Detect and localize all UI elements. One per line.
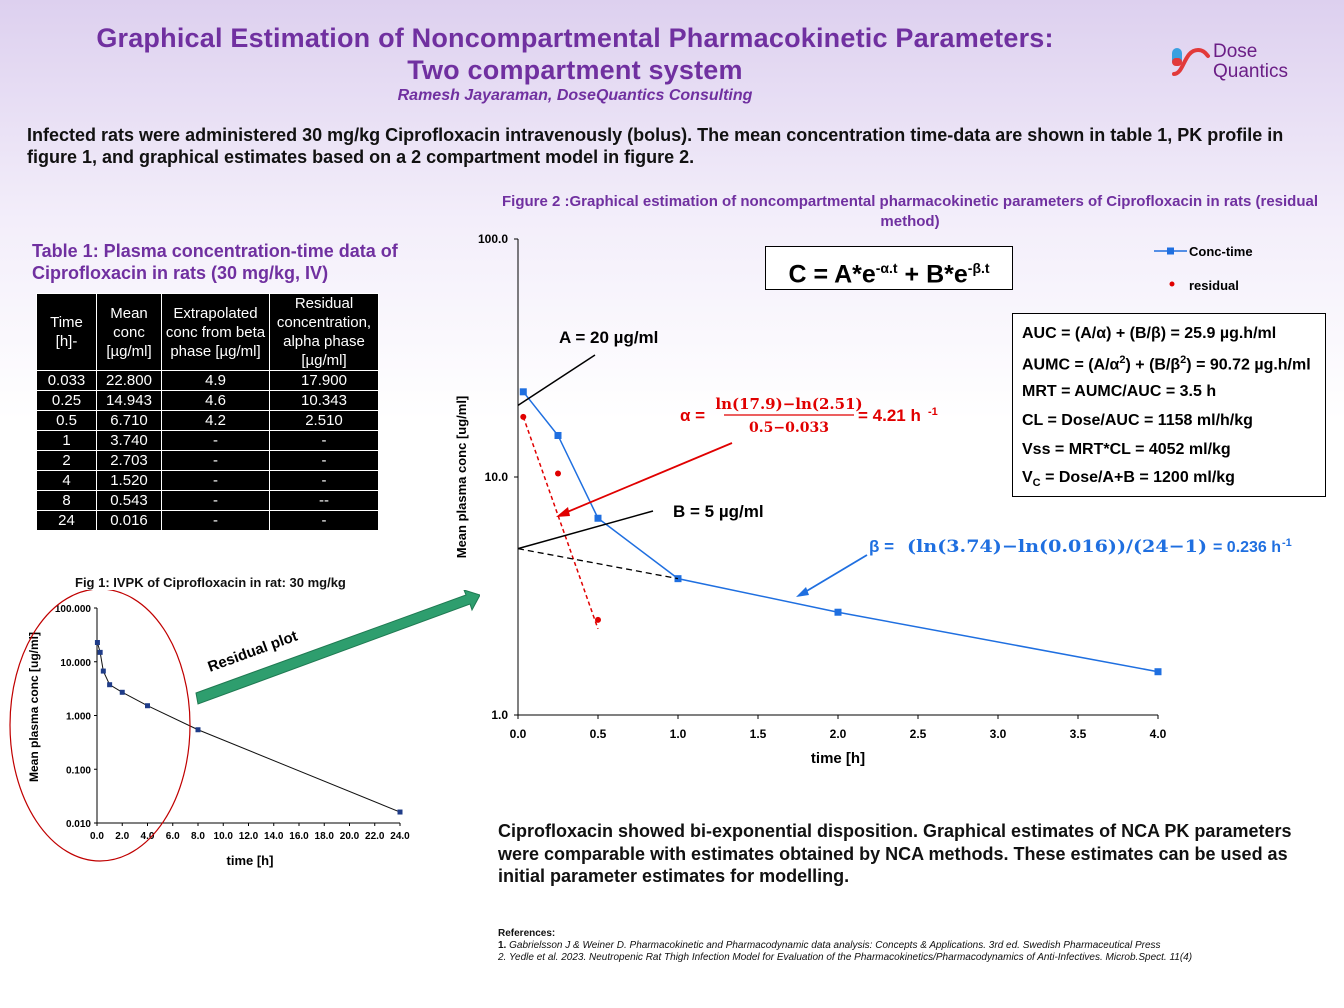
aumc-sq-1: 2 <box>1119 354 1126 366</box>
fig1-y-tick-label: 100.000 <box>54 604 91 615</box>
intro-text: Infected rats were administered 30 mg/kg Ciprofloxacin intravenously (bolus). The mean concentration time-data are shown in table 1, PK profile in figure 1, and graphical estimates based on a 2 compartment model in figure 2. <box>27 125 1284 167</box>
fig1-data-point <box>98 650 103 655</box>
parameters-box <box>1012 313 1326 497</box>
table-row <box>37 451 379 471</box>
fig2-a-pointer-line <box>518 355 595 405</box>
fig1-y-axis-label: Mean plasma conc [ug/ml] <box>27 631 41 783</box>
table-cell: 1 <box>37 431 97 451</box>
table-row <box>37 511 379 531</box>
table-cell: 17.900 <box>270 371 379 391</box>
table-cell: - <box>162 451 270 471</box>
title-line-2: Two compartment system <box>407 55 743 85</box>
table-cell: 6.710 <box>97 411 162 431</box>
fig2-x-tick-label: 3.0 <box>989 727 1007 741</box>
param-auc: AUC = (A/α) + (B/β) = 25.9 µg.h/ml <box>1022 325 1277 342</box>
table-cell: 0.033 <box>37 371 97 391</box>
reference-1 <box>498 940 1338 952</box>
eq-c: C = A*e <box>788 260 876 289</box>
fig1-x-axis-label: time [h] <box>226 853 274 868</box>
table-row <box>37 411 379 431</box>
model-equation <box>765 246 1013 290</box>
logo-dose: Dose <box>1213 41 1258 62</box>
table-cell: - <box>270 431 379 451</box>
author-line: Ramesh Jayaraman, DoseQuantics Consulting <box>397 87 753 104</box>
aumc-part-a: AUMC = (A/α <box>1022 356 1120 374</box>
table-cell: - <box>162 471 270 491</box>
fig2-x-tick-label: 1.0 <box>669 727 687 741</box>
beta-result: = 0.236 h <box>1213 539 1282 556</box>
table-cell: - <box>162 431 270 451</box>
table-cell: -- <box>270 491 379 511</box>
logo-text <box>1213 42 1288 82</box>
title-line-1: Graphical Estimation of Noncompartmental Pharmacokinetic Parameters: <box>96 23 1054 53</box>
table-cell: - <box>162 511 270 531</box>
beta-expression: (ln(3.74)−ln(0.016))/(24−1) <box>907 537 1207 557</box>
table-cell: - <box>270 451 379 471</box>
col-header-extrapolated: Extrapolated conc from beta phase [µg/ml] <box>162 294 270 371</box>
fig1-data-point <box>196 727 201 732</box>
fig1-series-line <box>97 643 400 813</box>
alpha-result: = 4.21 h <box>858 406 921 425</box>
table-cell: 1.520 <box>97 471 162 491</box>
page-title <box>0 22 1150 86</box>
fig1-data-point <box>101 669 106 674</box>
col-header-mean-conc: Mean conc [µg/ml] <box>97 294 162 371</box>
fig1-x-tick-label: 20.0 <box>339 831 360 842</box>
fig2-x-tick-label: 3.5 <box>1069 727 1087 741</box>
fig2-x-axis-label: time [h] <box>810 750 866 767</box>
fig2-x-tick-label: 2.5 <box>909 727 927 741</box>
fig1-y-tick-label: 10.000 <box>60 657 91 669</box>
fig1-x-tick-label: 12.0 <box>238 831 259 842</box>
conclusion-text: Ciprofloxacin showed bi-exponential disposition. Graphical estimates of NCA PK parameters were comparable with estimates obtained by NCA methods. These estimates can be used as initial parameter estimates for modelling. <box>498 821 1292 886</box>
fig1-x-tick-label: 4.0 <box>140 831 155 842</box>
vc-part-a: V <box>1022 469 1033 486</box>
fig1-title: Fig 1: IVPK of Ciprofloxacin in rat: 30 mg/kg <box>75 575 346 590</box>
fig2-conc-time-point <box>555 432 562 439</box>
fig2-x-tick-label: 0.0 <box>509 727 527 741</box>
table-cell: 0.016 <box>97 511 162 531</box>
table1-title: Table 1: Plasma concentration-time data of Ciprofloxacin in rats (30 mg/kg, IV) <box>32 241 398 283</box>
fig1-x-tick-label: 18.0 <box>314 831 334 842</box>
fig1-data-point <box>398 810 403 815</box>
table-cell: 2 <box>37 451 97 471</box>
fig2-beta-dashed-line <box>518 549 678 579</box>
fig2-beta-pointer-line <box>800 555 867 595</box>
references <box>498 928 1338 964</box>
fig2-y-axis-label: Mean plasma conc [ug/ml] <box>454 395 469 559</box>
fig2-conc-time-point <box>1155 668 1162 675</box>
alpha-numerator: ln(17.9)−ln(2.51) <box>715 395 863 413</box>
legend-conc-time-marker <box>1167 248 1174 255</box>
col-header-residual: Residual concentration, alpha phase [µg/ml] <box>270 294 379 371</box>
param-cl: CL = Dose/AUC = 1158 ml/h/kg <box>1022 412 1253 429</box>
fig2-conc-time-point <box>595 515 602 522</box>
table-row <box>37 371 379 391</box>
param-vc <box>1022 469 1235 489</box>
references-heading: References: <box>498 928 556 939</box>
fig1-data-point <box>95 640 100 645</box>
table-cell: 4 <box>37 471 97 491</box>
dosequantics-logo-icon <box>1168 44 1212 80</box>
table-row <box>37 471 379 491</box>
logo-quantics: Quantics <box>1213 61 1288 82</box>
fig2-y-tick-label: 100.0 <box>477 232 508 246</box>
beta-unit-exp: -1 <box>1282 537 1292 549</box>
fig2-chart <box>440 225 1344 785</box>
aumc-part-b: ) + (B/β <box>1125 356 1181 374</box>
table-cell: 24 <box>37 511 97 531</box>
table-cell: 2.510 <box>270 411 379 431</box>
fig1-x-tick-label: 0.0 <box>90 831 104 842</box>
eq-beta-exp: -β.t <box>967 260 990 276</box>
legend-residual-marker <box>1170 282 1175 287</box>
fig2-x-tick-label: 0.5 <box>589 727 607 741</box>
fig1-y-tick-label: 0.100 <box>65 765 91 777</box>
table-body <box>37 371 379 531</box>
table-cell: 2.703 <box>97 451 162 471</box>
beta-prefix: β = <box>869 537 895 556</box>
ref1-number: 1. <box>498 940 507 951</box>
vc-sub: C <box>1032 477 1041 490</box>
concentration-table <box>36 293 379 531</box>
fig2-alpha-dashed-line <box>523 417 598 629</box>
aumc-sq-2: 2 <box>1180 354 1187 366</box>
fig1-chart <box>0 590 480 880</box>
fig2-x-tick-label: 2.0 <box>829 727 847 741</box>
table-row <box>37 491 379 511</box>
fig1-x-tick-label: 24.0 <box>390 831 410 842</box>
fig1-x-tick-label: 22.0 <box>365 831 385 842</box>
beta-arrowhead-icon <box>796 587 809 597</box>
table-cell: 3.740 <box>97 431 162 451</box>
table-cell: 10.343 <box>270 391 379 411</box>
fig1-x-tick-label: 10.0 <box>213 831 233 842</box>
vc-part-b: = Dose/A+B = 1200 ml/kg <box>1040 469 1235 486</box>
b-intercept-label: B = 5 µg/ml <box>673 502 764 521</box>
fig2-y-tick-label: 1.0 <box>491 708 508 722</box>
fig1-x-tick-label: 14.0 <box>264 831 284 842</box>
fig1-y-tick-label: 0.010 <box>65 819 91 830</box>
legend-residual-label: residual <box>1189 278 1239 293</box>
table-cell: 4.9 <box>162 371 270 391</box>
fig1-data-point <box>107 682 112 687</box>
param-aumc <box>1022 354 1311 374</box>
residual-plot-label: Residual plot <box>205 627 300 676</box>
fig2-x-tick-label: 1.5 <box>749 727 767 741</box>
fig2-x-tick-label: 4.0 <box>1149 727 1167 741</box>
param-vss: Vss = MRT*CL = 4052 ml/kg <box>1022 441 1231 458</box>
alpha-arrowhead-icon <box>556 507 570 517</box>
eq-plus: + B*e <box>897 260 968 289</box>
table-cell: 14.943 <box>97 391 162 411</box>
a-intercept-label: A = 20 µg/ml <box>559 328 659 347</box>
table-cell: - <box>270 471 379 491</box>
reference-2: 2. Yedle et al. 2023. Neutropenic Rat Thigh Infection Model for Evaluation of the Pharmacokinetics/Pharmacodynamics of Anti-Infectives. Microb.Spect. 11(4) <box>498 952 1193 963</box>
fig1-x-tick-label: 16.0 <box>289 831 309 842</box>
fig1-data-point <box>120 690 125 695</box>
table-cell: 8 <box>37 491 97 511</box>
table-cell: 4.2 <box>162 411 270 431</box>
table-header-row <box>37 294 379 371</box>
fig2-residual-point <box>555 471 561 477</box>
fig1-data-point <box>145 703 150 708</box>
table-cell: 22.800 <box>97 371 162 391</box>
table-cell: 4.6 <box>162 391 270 411</box>
fig2-conc-time-point <box>835 609 842 616</box>
table-cell: 0.543 <box>97 491 162 511</box>
fig2-y-tick-label: 10.0 <box>484 470 508 484</box>
table-cell: 0.25 <box>37 391 97 411</box>
alpha-unit-exp: -1 <box>928 406 938 418</box>
table-row <box>37 391 379 411</box>
param-mrt: MRT = AUMC/AUC = 3.5 h <box>1022 383 1217 400</box>
alpha-denominator: 0.5−0.033 <box>749 420 829 436</box>
table-row <box>37 431 379 451</box>
alpha-prefix: α = <box>680 406 706 425</box>
fig1-y-tick-label: 1.000 <box>65 711 91 723</box>
eq-alpha-exp: -α.t <box>875 260 898 276</box>
col-header-time: Time [h]- <box>37 294 97 371</box>
fig2-b-pointer-line <box>518 511 653 549</box>
aumc-part-c: ) = 90.72 µg.h/ml <box>1186 356 1311 374</box>
fig2-conc-time-point <box>520 388 527 395</box>
table-cell: - <box>270 511 379 531</box>
table-cell: 0.5 <box>37 411 97 431</box>
fig1-x-tick-label: 8.0 <box>191 831 205 842</box>
table-cell: - <box>162 491 270 511</box>
fig1-x-tick-label: 6.0 <box>165 831 180 842</box>
fig1-x-tick-label: 2.0 <box>115 831 130 842</box>
legend-conc-time-label: Conc-time <box>1189 244 1253 259</box>
ref1-text: Gabrielsson J & Weiner D. Pharmacokinetic and Pharmacodynamic data analysis: Concepts & Applications. 3rd ed. Swedish Pharmaceutical Press <box>509 940 1161 951</box>
fig2-title: Figure 2 :Graphical estimation of noncompartmental pharmacokinetic parameters of Ciprofloxacin in rats (residual method) <box>501 193 1319 230</box>
